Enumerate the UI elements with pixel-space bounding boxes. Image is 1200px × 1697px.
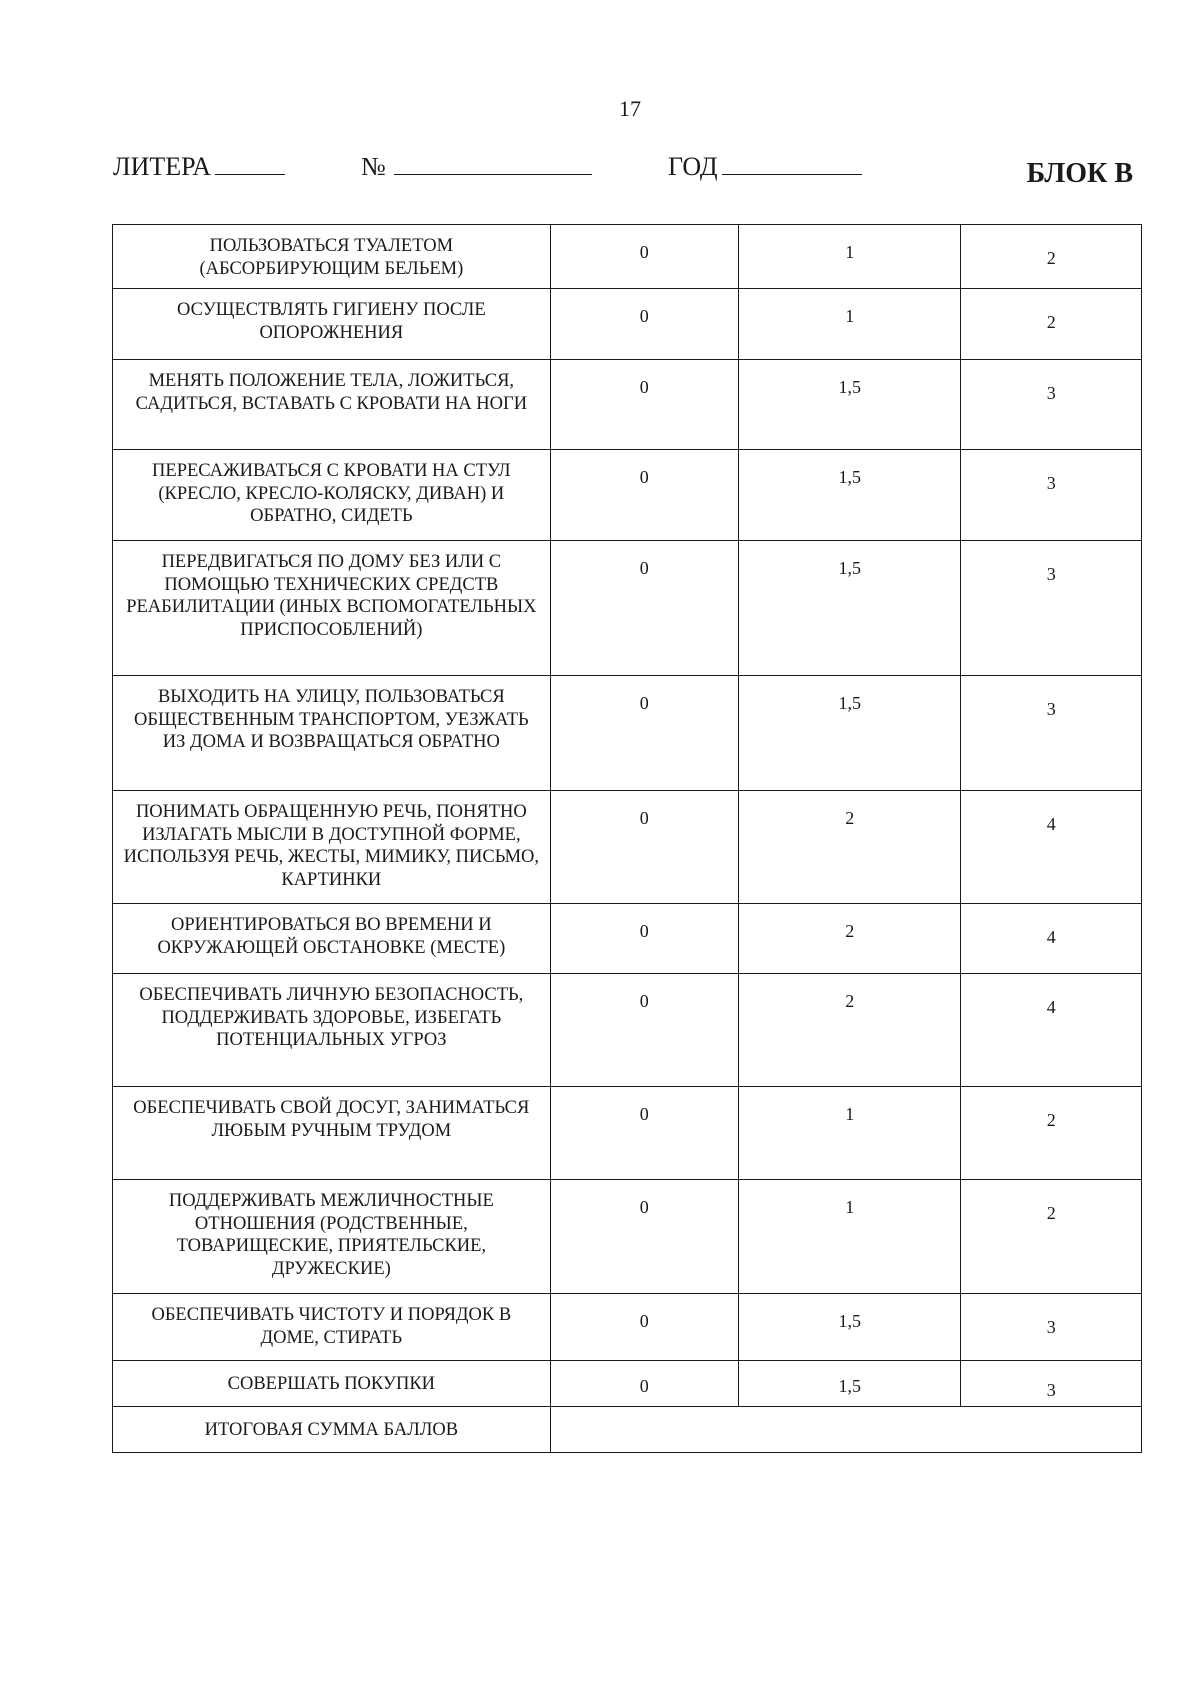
form-header <box>113 148 1133 198</box>
score-cell[interactable]: 0 <box>550 360 738 450</box>
score-cell[interactable]: 3 <box>961 541 1142 676</box>
score-cell[interactable]: 1 <box>738 225 961 289</box>
table-row <box>113 1294 1142 1361</box>
activity-cell: ПОНИМАТЬ ОБРАЩЕННУЮ РЕЧЬ, ПОНЯТНО ИЗЛАГАТЬ МЫСЛИ В ДОСТУПНОЙ ФОРМЕ, ИСПОЛЬЗУЯ РЕЧЬ, ЖЕСТЫ, МИМИКУ, ПИСЬМО, КАРТИНКИ <box>113 791 551 904</box>
table-row <box>113 904 1142 974</box>
activity-cell: ПОДДЕРЖИВАТЬ МЕЖЛИЧНОСТНЫЕ ОТНОШЕНИЯ (РОДСТВЕННЫЕ, ТОВАРИЩЕСКИЕ, ПРИЯТЕЛЬСКИЕ, ДРУЖЕСКИЕ) <box>113 1180 551 1294</box>
score-cell[interactable]: 1 <box>738 1180 961 1294</box>
table-row <box>113 1087 1142 1180</box>
score-cell[interactable]: 0 <box>550 450 738 541</box>
litera-blank-line[interactable] <box>215 156 285 175</box>
block-label: БЛОК В <box>1026 158 1133 189</box>
score-cell[interactable]: 0 <box>550 974 738 1087</box>
activity-cell: ОСУЩЕСТВЛЯТЬ ГИГИЕНУ ПОСЛЕ ОПОРОЖНЕНИЯ <box>113 289 551 360</box>
score-cell[interactable]: 4 <box>961 904 1142 974</box>
score-cell[interactable]: 2 <box>738 974 961 1087</box>
score-cell[interactable]: 1 <box>738 1087 961 1180</box>
score-cell[interactable]: 2 <box>961 289 1142 360</box>
activity-cell: СОВЕРШАТЬ ПОКУПКИ <box>113 1361 551 1407</box>
score-cell[interactable]: 2 <box>961 1087 1142 1180</box>
score-cell[interactable]: 1,5 <box>738 360 961 450</box>
total-label: ИТОГОВАЯ СУММА БАЛЛОВ <box>113 1407 551 1453</box>
activity-cell: ОБЕСПЕЧИВАТЬ СВОЙ ДОСУГ, ЗАНИМАТЬСЯ ЛЮБЫМ РУЧНЫМ ТРУДОМ <box>113 1087 551 1180</box>
score-cell[interactable]: 2 <box>738 791 961 904</box>
score-table <box>112 224 1142 1453</box>
score-cell[interactable]: 1,5 <box>738 1361 961 1407</box>
score-cell[interactable]: 0 <box>550 1294 738 1361</box>
litera-label: ЛИТЕРА <box>113 152 212 181</box>
table-row <box>113 225 1142 289</box>
table-row <box>113 1180 1142 1294</box>
score-cell[interactable]: 1,5 <box>738 541 961 676</box>
table-row <box>113 676 1142 791</box>
score-cell[interactable]: 0 <box>550 1087 738 1180</box>
score-cell[interactable]: 4 <box>961 791 1142 904</box>
litera-field <box>113 152 285 182</box>
year-blank-line[interactable] <box>722 156 862 175</box>
score-cell[interactable]: 0 <box>550 225 738 289</box>
page-number: 17 <box>619 96 641 121</box>
score-cell[interactable]: 0 <box>550 791 738 904</box>
table-row <box>113 791 1142 904</box>
activity-cell: ПОЛЬЗОВАТЬСЯ ТУАЛЕТОМ (АБСОРБИРУЮЩИМ БЕЛЬЕМ) <box>113 225 551 289</box>
table-row <box>113 541 1142 676</box>
table-row <box>113 1361 1142 1407</box>
number-label: № <box>361 152 386 181</box>
activity-cell: ПЕРЕСАЖИВАТЬСЯ С КРОВАТИ НА СТУЛ (КРЕСЛО, КРЕСЛО-КОЛЯСКУ, ДИВАН) И ОБРАТНО, СИДЕТЬ <box>113 450 551 541</box>
activity-cell: МЕНЯТЬ ПОЛОЖЕНИЕ ТЕЛА, ЛОЖИТЬСЯ, САДИТЬСЯ, ВСТАВАТЬ С КРОВАТИ НА НОГИ <box>113 360 551 450</box>
activity-cell: ПЕРЕДВИГАТЬСЯ ПО ДОМУ БЕЗ ИЛИ С ПОМОЩЬЮ ТЕХНИЧЕСКИХ СРЕДСТВ РЕАБИЛИТАЦИИ (ИНЫХ ВСПОМОГАТЕЛЬНЫХ ПРИСПОСОБЛЕНИЙ) <box>113 541 551 676</box>
score-cell[interactable]: 0 <box>550 904 738 974</box>
score-cell[interactable]: 2 <box>738 904 961 974</box>
activity-cell: ОБЕСПЕЧИВАТЬ ЛИЧНУЮ БЕЗОПАСНОСТЬ, ПОДДЕРЖИВАТЬ ЗДОРОВЬЕ, ИЗБЕГАТЬ ПОТЕНЦИАЛЬНЫХ УГРОЗ <box>113 974 551 1087</box>
score-cell[interactable]: 3 <box>961 1294 1142 1361</box>
activity-cell: ОБЕСПЕЧИВАТЬ ЧИСТОТУ И ПОРЯДОК В ДОМЕ, СТИРАТЬ <box>113 1294 551 1361</box>
score-cell[interactable]: 0 <box>550 289 738 360</box>
score-cell[interactable]: 1,5 <box>738 450 961 541</box>
table-row <box>113 450 1142 541</box>
score-cell[interactable]: 3 <box>961 676 1142 791</box>
score-cell[interactable]: 0 <box>550 1361 738 1407</box>
table-row <box>113 360 1142 450</box>
score-cell[interactable]: 1 <box>738 289 961 360</box>
activity-cell: ОРИЕНТИРОВАТЬСЯ ВО ВРЕМЕНИ И ОКРУЖАЮЩЕЙ ОБСТАНОВКЕ (МЕСТЕ) <box>113 904 551 974</box>
score-cell[interactable]: 1,5 <box>738 1294 961 1361</box>
total-row <box>113 1407 1142 1453</box>
score-cell[interactable]: 4 <box>961 974 1142 1087</box>
score-cell[interactable]: 3 <box>961 360 1142 450</box>
activity-cell: ВЫХОДИТЬ НА УЛИЦУ, ПОЛЬЗОВАТЬСЯ ОБЩЕСТВЕННЫМ ТРАНСПОРТОМ, УЕЗЖАТЬ ИЗ ДОМА И ВОЗВРАЩАТЬСЯ ОБРАТНО <box>113 676 551 791</box>
score-cell[interactable]: 3 <box>961 1361 1142 1407</box>
score-cell[interactable]: 0 <box>550 541 738 676</box>
number-blank-line[interactable] <box>394 156 592 175</box>
number-field <box>361 152 592 182</box>
score-cell[interactable]: 2 <box>961 1180 1142 1294</box>
total-value-field[interactable] <box>550 1407 1141 1453</box>
table-row <box>113 974 1142 1087</box>
score-cell[interactable]: 1,5 <box>738 676 961 791</box>
score-cell[interactable]: 3 <box>961 450 1142 541</box>
score-cell[interactable]: 0 <box>550 1180 738 1294</box>
score-cell[interactable]: 2 <box>961 225 1142 289</box>
year-label: ГОД <box>668 152 718 181</box>
score-cell[interactable]: 0 <box>550 676 738 791</box>
table-row <box>113 289 1142 360</box>
year-field <box>668 152 862 182</box>
